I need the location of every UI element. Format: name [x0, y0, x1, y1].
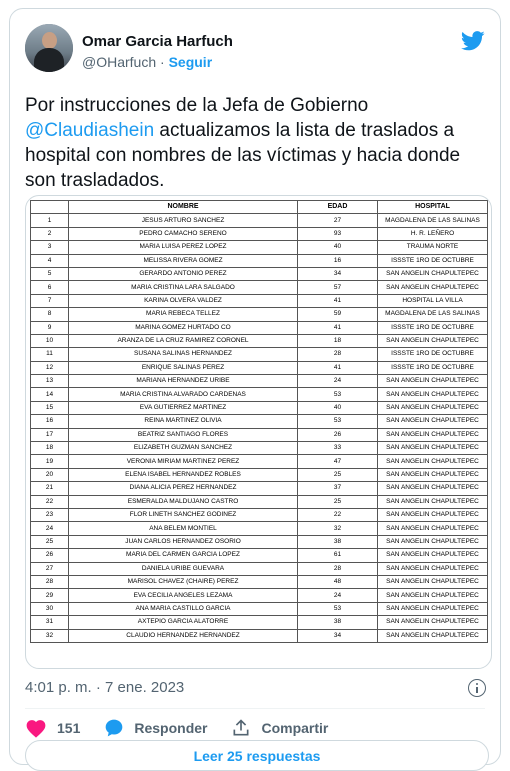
header-age: EDAD — [298, 201, 378, 214]
row-number: 14 — [31, 388, 69, 401]
row-age: 47 — [298, 455, 378, 468]
table-row — [31, 321, 488, 334]
row-name: MARIA CRISTINA LARA SALGADO — [69, 281, 298, 294]
table-row — [31, 468, 488, 481]
row-hospital: SAN ANGELIN CHAPULTEPEC — [378, 535, 488, 548]
mention-link[interactable]: @Claudiashein — [25, 120, 155, 141]
tweet-text-after: actualizamos la lista de traslados a hospital con nombres de las víctimas y hacia donde son trasladados. — [25, 120, 461, 191]
separator: · — [160, 54, 165, 70]
row-number: 28 — [31, 575, 69, 588]
row-name: PEDRO CAMACHO SERENO — [69, 227, 298, 240]
avatar[interactable] — [25, 24, 73, 72]
table-row — [31, 401, 488, 414]
row-age: 25 — [298, 495, 378, 508]
row-number: 17 — [31, 428, 69, 441]
table-row — [31, 281, 488, 294]
row-age: 48 — [298, 575, 378, 588]
victims-table — [30, 200, 488, 643]
follow-button[interactable]: Seguir — [168, 54, 213, 70]
table-row — [31, 522, 488, 535]
row-name: DANIELA URIBE GUEVARA — [69, 562, 298, 575]
row-number: 26 — [31, 549, 69, 562]
row-age: 28 — [298, 348, 378, 361]
row-name: GERARDO ANTONIO PEREZ — [69, 267, 298, 280]
row-number: 7 — [31, 294, 69, 307]
row-number: 21 — [31, 482, 69, 495]
row-name: REINA MARTINEZ OLIVIA — [69, 415, 298, 428]
row-number: 9 — [31, 321, 69, 334]
row-hospital: ISSSTE 1RO DE OCTUBRE — [378, 321, 488, 334]
row-name: JUAN CARLOS HERNANDEZ OSORIO — [69, 535, 298, 548]
row-hospital: SAN ANGELIN CHAPULTEPEC — [378, 508, 488, 521]
action-bar — [25, 717, 352, 739]
row-age: 24 — [298, 589, 378, 602]
row-name: MARIA REBECA TELLEZ — [69, 308, 298, 321]
attached-image[interactable] — [25, 195, 492, 669]
row-hospital: SAN ANGELIN CHAPULTEPEC — [378, 589, 488, 602]
table-body — [31, 214, 488, 643]
table-row — [31, 334, 488, 347]
row-number: 18 — [31, 442, 69, 455]
row-age: 61 — [298, 549, 378, 562]
table-row — [31, 214, 488, 227]
row-hospital: SAN ANGELIN CHAPULTEPEC — [378, 267, 488, 280]
row-number: 23 — [31, 508, 69, 521]
row-age: 40 — [298, 401, 378, 414]
table-row — [31, 375, 488, 388]
row-age: 53 — [298, 415, 378, 428]
table-row — [31, 348, 488, 361]
row-age: 41 — [298, 294, 378, 307]
row-number: 20 — [31, 468, 69, 481]
table-row — [31, 415, 488, 428]
row-age: 27 — [298, 214, 378, 227]
row-number: 16 — [31, 415, 69, 428]
table-row — [31, 535, 488, 548]
row-name: FLOR LINETH SANCHEZ GODINEZ — [69, 508, 298, 521]
row-number: 19 — [31, 455, 69, 468]
row-name: DIANA ALICIA PEREZ HERNANDEZ — [69, 482, 298, 495]
row-name: MARIANA HERNANDEZ URIBE — [69, 375, 298, 388]
row-name: EVA GUTIERREZ MARTINEZ — [69, 401, 298, 414]
row-hospital: SAN ANGELIN CHAPULTEPEC — [378, 562, 488, 575]
row-hospital: SAN ANGELIN CHAPULTEPEC — [378, 495, 488, 508]
row-age: 22 — [298, 508, 378, 521]
row-age: 93 — [298, 227, 378, 240]
row-hospital: SAN ANGELIN CHAPULTEPEC — [378, 455, 488, 468]
row-age: 28 — [298, 562, 378, 575]
table-row — [31, 308, 488, 321]
row-hospital: SAN ANGELIN CHAPULTEPEC — [378, 549, 488, 562]
row-age: 26 — [298, 428, 378, 441]
row-age: 57 — [298, 281, 378, 294]
row-number: 30 — [31, 602, 69, 615]
row-number: 2 — [31, 227, 69, 240]
table-row — [31, 482, 488, 495]
author-name[interactable]: Omar Garcia Harfuch — [82, 33, 233, 50]
table-row — [31, 629, 488, 642]
row-hospital: SAN ANGELIN CHAPULTEPEC — [378, 281, 488, 294]
row-hospital: SAN ANGELIN CHAPULTEPEC — [378, 415, 488, 428]
like-button[interactable] — [25, 718, 80, 738]
table-row — [31, 562, 488, 575]
row-hospital: HOSPITAL LA VILLA — [378, 294, 488, 307]
row-age: 32 — [298, 522, 378, 535]
row-age: 34 — [298, 267, 378, 280]
read-replies-button[interactable]: Leer 25 respuestas — [25, 740, 489, 771]
row-number: 27 — [31, 562, 69, 575]
row-hospital: SAN ANGELIN CHAPULTEPEC — [378, 334, 488, 347]
row-number: 25 — [31, 535, 69, 548]
author-handle[interactable]: @OHarfuch — [82, 54, 157, 70]
row-number: 10 — [31, 334, 69, 347]
row-number: 22 — [31, 495, 69, 508]
row-name: AXTEPIO GARCIA ALATORRE — [69, 616, 298, 629]
speech-bubble-icon — [104, 718, 124, 738]
table-row — [31, 428, 488, 441]
row-name: ESMERALDA MALDUJANO CASTRO — [69, 495, 298, 508]
row-number: 12 — [31, 361, 69, 374]
row-hospital: SAN ANGELIN CHAPULTEPEC — [378, 388, 488, 401]
row-hospital: SAN ANGELIN CHAPULTEPEC — [378, 401, 488, 414]
row-name: MARIA LUISA PEREZ LOPEZ — [69, 241, 298, 254]
row-name: EVA CECILIA ANGELES LEZAMA — [69, 589, 298, 602]
tweet-text — [25, 93, 495, 193]
row-name: ELENA ISABEL HERNANDEZ ROBLES — [69, 468, 298, 481]
avatar-body — [34, 48, 64, 72]
timestamp[interactable]: 4:01 p. m. · 7 ene. 2023 — [25, 679, 185, 696]
row-hospital: ISSSTE 1RO DE OCTUBRE — [378, 348, 488, 361]
table-row — [31, 495, 488, 508]
divider — [25, 708, 485, 709]
share-button[interactable] — [231, 718, 328, 738]
row-age: 59 — [298, 308, 378, 321]
row-name: MARIA CRISTINA ALVARADO CARDENAS — [69, 388, 298, 401]
table-row — [31, 254, 488, 267]
row-age: 18 — [298, 334, 378, 347]
row-number: 29 — [31, 589, 69, 602]
row-name: MARISOL CHAVEZ (CHAIRE) PEREZ — [69, 575, 298, 588]
table-row — [31, 241, 488, 254]
row-hospital: SAN ANGELIN CHAPULTEPEC — [378, 522, 488, 535]
row-age: 53 — [298, 602, 378, 615]
row-number: 6 — [31, 281, 69, 294]
author-handle-row — [82, 54, 212, 70]
row-name: ANA BELEM MONTIEL — [69, 522, 298, 535]
reply-label: Responder — [134, 720, 208, 736]
row-name: MARINA GOMEZ HURTADO CO — [69, 321, 298, 334]
info-icon[interactable] — [468, 679, 486, 697]
table-row — [31, 388, 488, 401]
row-number: 32 — [31, 629, 69, 642]
row-age: 24 — [298, 375, 378, 388]
avatar-head — [42, 32, 57, 49]
row-number: 31 — [31, 616, 69, 629]
row-hospital: SAN ANGELIN CHAPULTEPEC — [378, 602, 488, 615]
share-label: Compartir — [261, 720, 329, 736]
table-row — [31, 589, 488, 602]
row-age: 38 — [298, 616, 378, 629]
table-row — [31, 361, 488, 374]
row-age: 34 — [298, 629, 378, 642]
row-hospital: SAN ANGELIN CHAPULTEPEC — [378, 482, 488, 495]
row-name: JESUS ARTURO SANCHEZ — [69, 214, 298, 227]
header-number — [31, 201, 69, 214]
row-number: 3 — [31, 241, 69, 254]
row-hospital: SAN ANGELIN CHAPULTEPEC — [378, 616, 488, 629]
row-number: 24 — [31, 522, 69, 535]
table-row — [31, 508, 488, 521]
row-age: 41 — [298, 321, 378, 334]
row-age: 37 — [298, 482, 378, 495]
row-hospital: SAN ANGELIN CHAPULTEPEC — [378, 468, 488, 481]
header-name: NOMBRE — [69, 201, 298, 214]
table-row — [31, 575, 488, 588]
row-hospital: SAN ANGELIN CHAPULTEPEC — [378, 629, 488, 642]
table-row — [31, 442, 488, 455]
row-name: BEATRIZ SANTIAGO FLORES — [69, 428, 298, 441]
row-hospital: MAGDALENA DE LAS SALINAS — [378, 214, 488, 227]
row-age: 40 — [298, 241, 378, 254]
row-number: 13 — [31, 375, 69, 388]
row-hospital: SAN ANGELIN CHAPULTEPEC — [378, 375, 488, 388]
row-number: 15 — [31, 401, 69, 414]
row-age: 41 — [298, 361, 378, 374]
row-name: ELIZABETH GUZMAN SANCHEZ — [69, 442, 298, 455]
row-number: 11 — [31, 348, 69, 361]
row-name: ANA MARIA CASTILLO GARCIA — [69, 602, 298, 615]
row-hospital: H. R. LEÑERO — [378, 227, 488, 240]
row-name: MARIA DEL CARMEN GARCIA LOPEZ — [69, 549, 298, 562]
row-age: 25 — [298, 468, 378, 481]
row-hospital: SAN ANGELIN CHAPULTEPEC — [378, 428, 488, 441]
table-row — [31, 455, 488, 468]
row-number: 4 — [31, 254, 69, 267]
row-number: 1 — [31, 214, 69, 227]
share-upload-icon — [231, 718, 251, 738]
table-row — [31, 602, 488, 615]
table-row — [31, 549, 488, 562]
row-name: ARANZA DE LA CRUZ RAMIREZ CORONEL — [69, 334, 298, 347]
row-name: ENRIQUE SALINAS PEREZ — [69, 361, 298, 374]
table-row — [31, 267, 488, 280]
row-hospital: TRAUMA NORTE — [378, 241, 488, 254]
row-age: 16 — [298, 254, 378, 267]
tweet-card — [9, 8, 501, 765]
row-name: MELISSA RIVERA GOMEZ — [69, 254, 298, 267]
row-hospital: ISSSTE 1RO DE OCTUBRE — [378, 254, 488, 267]
row-name: CLAUDIO HERNANDEZ HERNANDEZ — [69, 629, 298, 642]
row-hospital: SAN ANGELIN CHAPULTEPEC — [378, 575, 488, 588]
table-row — [31, 616, 488, 629]
row-number: 5 — [31, 267, 69, 280]
row-hospital: ISSSTE 1RO DE OCTUBRE — [378, 361, 488, 374]
row-age: 38 — [298, 535, 378, 548]
reply-button[interactable] — [104, 718, 207, 738]
twitter-bird-icon[interactable] — [461, 31, 485, 51]
table-row — [31, 227, 488, 240]
row-number: 8 — [31, 308, 69, 321]
like-count: 151 — [57, 720, 81, 736]
row-name: VERONIA MIRIAM MARTINEZ PEREZ — [69, 455, 298, 468]
row-age: 33 — [298, 442, 378, 455]
row-name: KARINA OLVERA VALDEZ — [69, 294, 298, 307]
heart-icon — [25, 718, 47, 738]
row-hospital: MAGDALENA DE LAS SALINAS — [378, 308, 488, 321]
row-name: SUSANA SALINAS HERNANDEZ — [69, 348, 298, 361]
table-header-row — [31, 201, 488, 214]
row-hospital: SAN ANGELIN CHAPULTEPEC — [378, 442, 488, 455]
header-hospital: HOSPITAL — [378, 201, 488, 214]
tweet-text-before: Por instrucciones de la Jefa de Gobierno — [25, 95, 369, 116]
table-row — [31, 294, 488, 307]
row-age: 53 — [298, 388, 378, 401]
